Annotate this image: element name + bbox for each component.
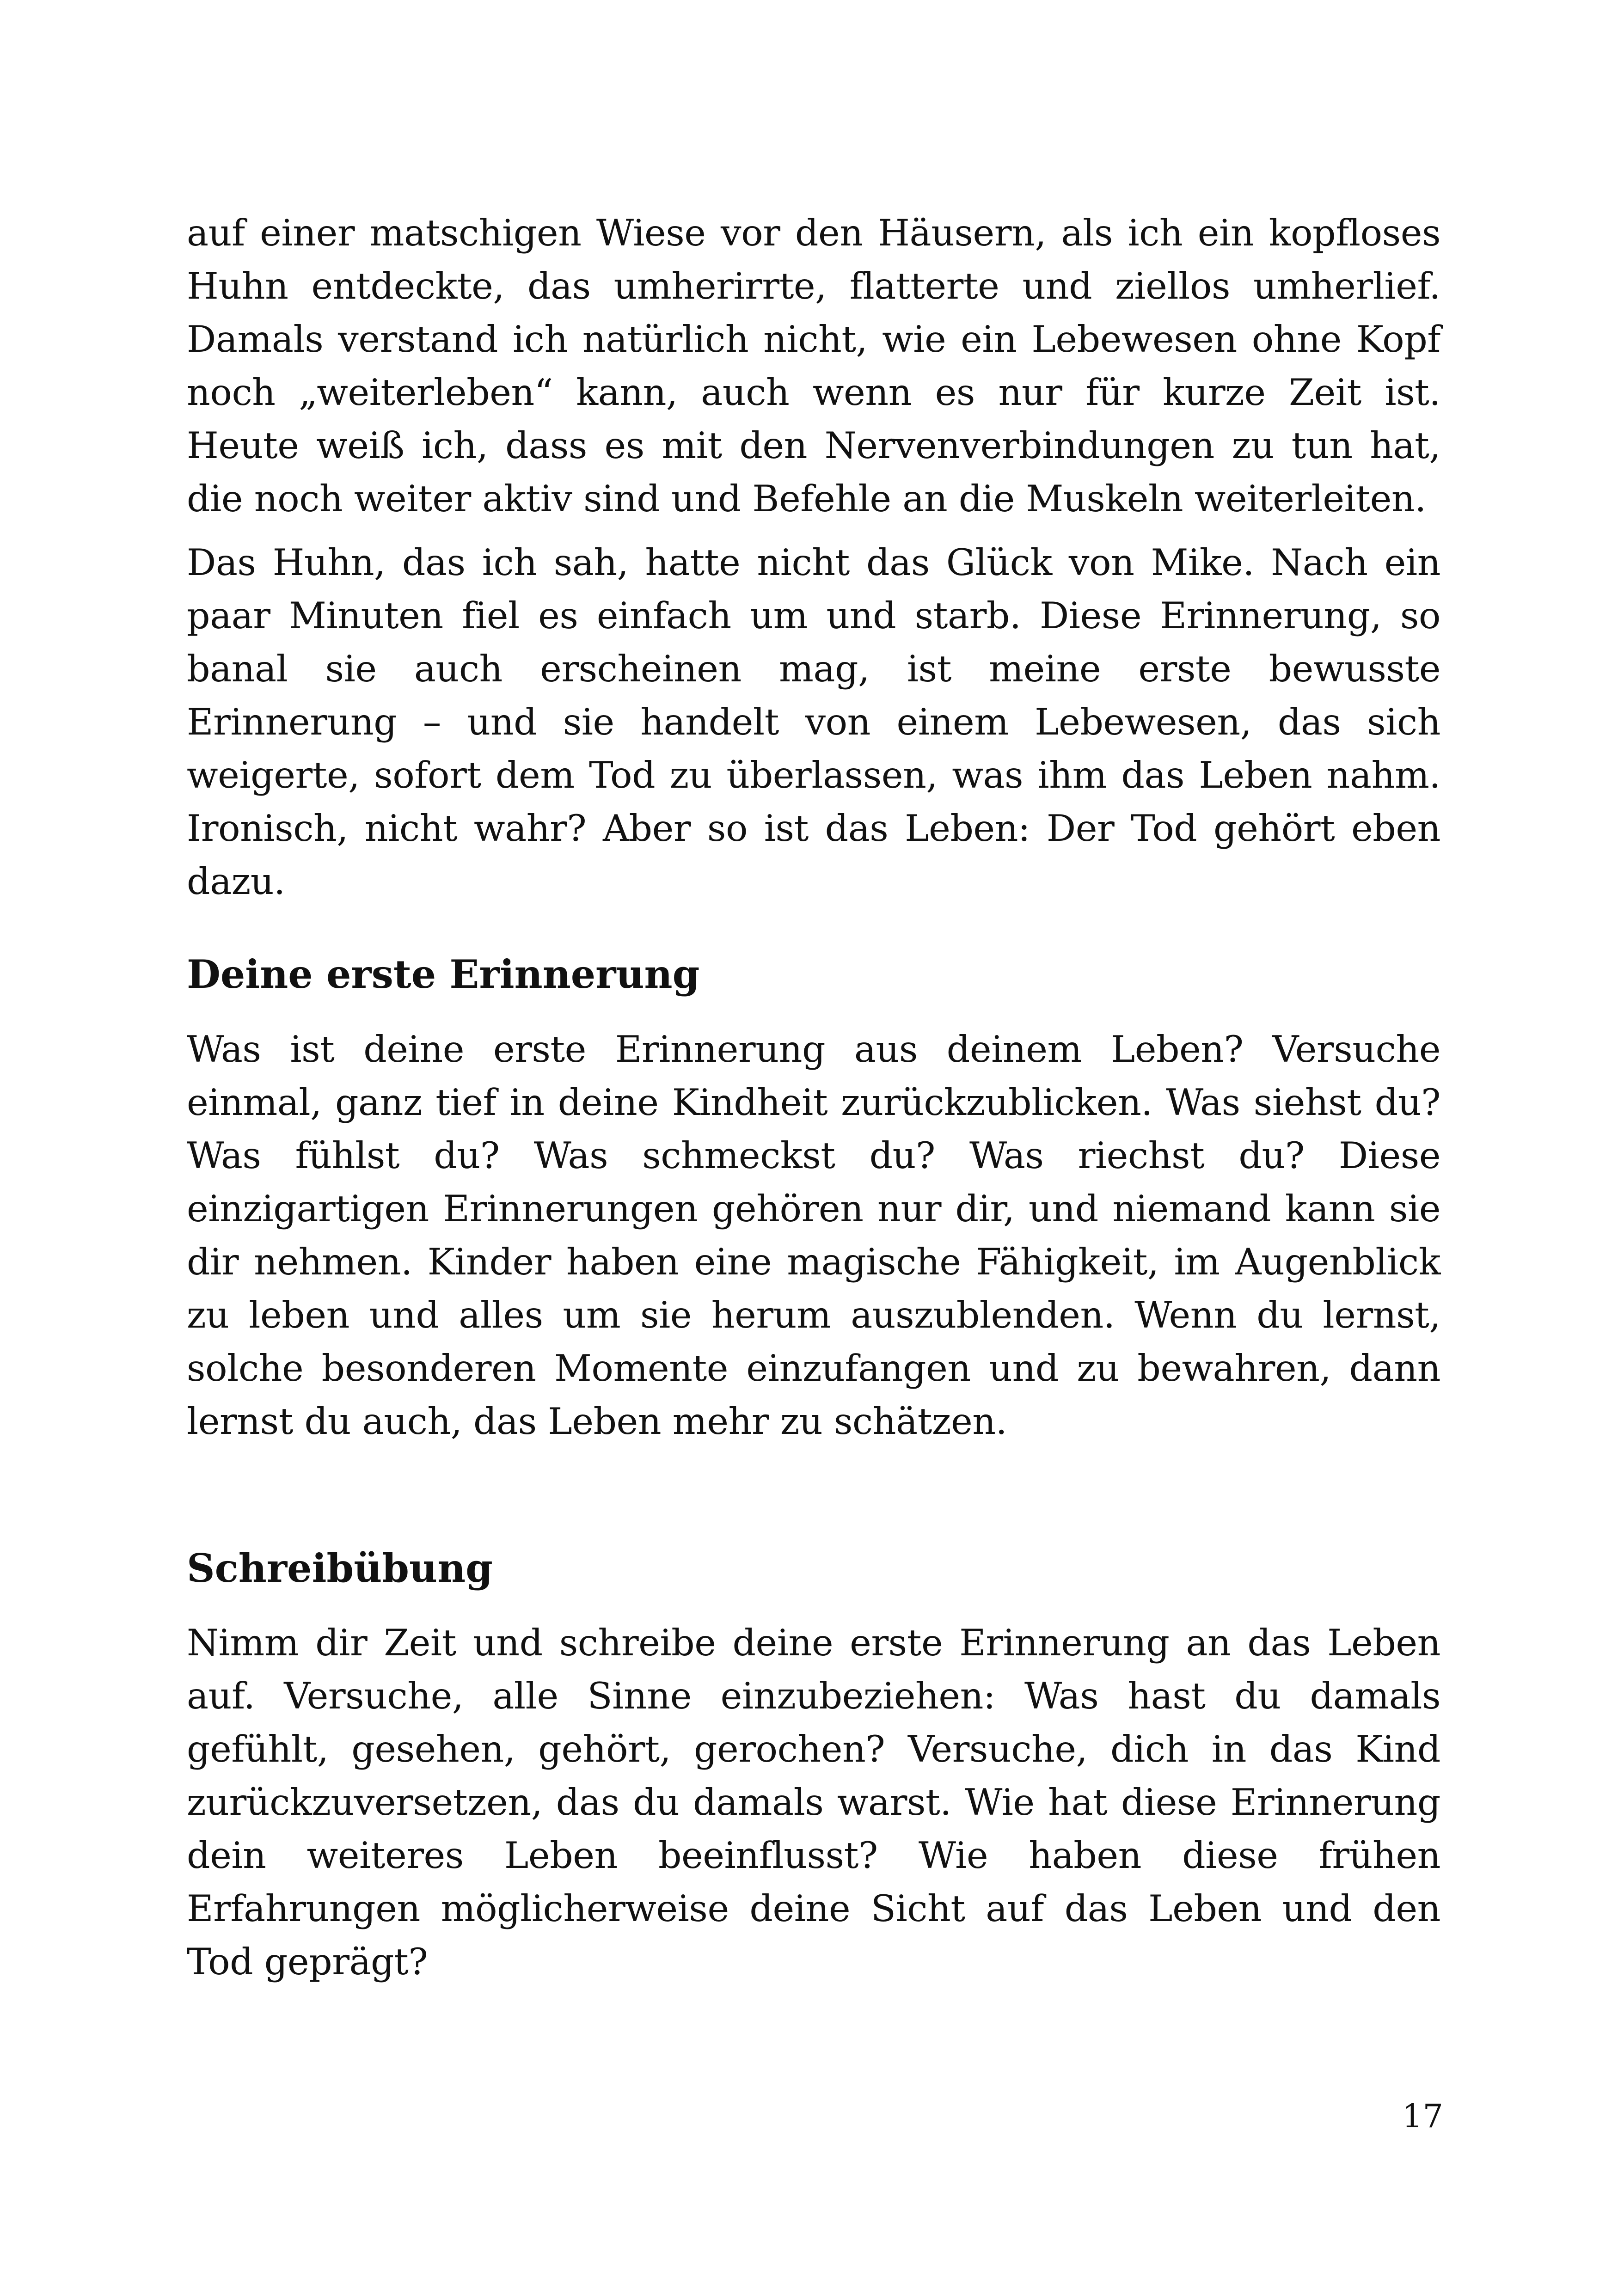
page-number: 17 (1402, 2097, 1443, 2135)
paragraph-irony: Das Huhn, das ich sah, hatte nicht das Glück von Mike. Nach ein paar Minuten fiel es einfach um und starb. Diese Erinnerung, so banal sie auch erscheinen mag, ist meine erste bewusste Erinnerung – und sie handelt von einem Lebewesen, das sich weigerte, sofort dem Tod zu überlassen, was ihm das Leben nahm. Ironisch, nicht wahr? Aber so ist das Leben: Der Tod gehört eben dazu. (187, 541, 1440, 903)
section-first-memory-body (187, 1023, 1440, 1448)
opening-text (187, 207, 1440, 526)
section-heading-writing-exercise: Schreibübung (187, 1545, 493, 1591)
section-heading-first-memory: Deine erste Erinnerung (187, 951, 700, 997)
section-writing-exercise (187, 1542, 1440, 1595)
paragraph-headless-chicken: auf einer matschigen Wiese vor den Häusern, als ich ein kopfloses Huhn entdeckte, das umherirrte, flatterte und ziellos umherlief. Damals verstand ich natürlich nicht, wie ein Lebewesen ohne Kopf noch „weiterleben“ kann, auch wenn es nur für kurze Zeit ist. Heute weiß ich, dass es mit den Nervenverbindungen zu tun hat, die noch weiter aktiv sind und Befehle an die Muskeln weiterleiten. (187, 212, 1440, 520)
paragraph-first-memory: Was ist deine erste Erinnerung aus deinem Leben? Versuche einmal, ganz tief in deine Kindheit zurückzublicken. Was siehst du? Was fühlst du? Was schmeckst du? Was riechst du? Diese einzigartigen Erinnerungen gehören nur dir, und niemand kann sie dir nehmen. Kinder haben eine magische Fähigkeit, im Augenblick zu leben und alles um sie herum auszublenden. Wenn du lernst, solche besonderen Momente einzufangen und zu bewahren, dann lernst du auch, das Leben mehr zu schätzen. (187, 1028, 1440, 1443)
paragraph-writing-exercise: Nimm dir Zeit und schreibe deine erste Erinnerung an das Leben auf. Versuche, alle Sinne einzubeziehen: Was hast du damals gefühlt, gesehen, gehört, gerochen? Versuche, dich in das Kind zurückzuversetzen, das du damals warst. Wie hat diese Erinnerung dein weiteres Leben beeinflusst? Wie haben diese frühen Erfahrungen möglicherweise deine Sicht auf das Leben und den Tod geprägt? (187, 1622, 1440, 1983)
second-text (187, 536, 1440, 908)
section-writing-exercise-body (187, 1616, 1440, 1989)
section-first-memory (187, 948, 1440, 1001)
